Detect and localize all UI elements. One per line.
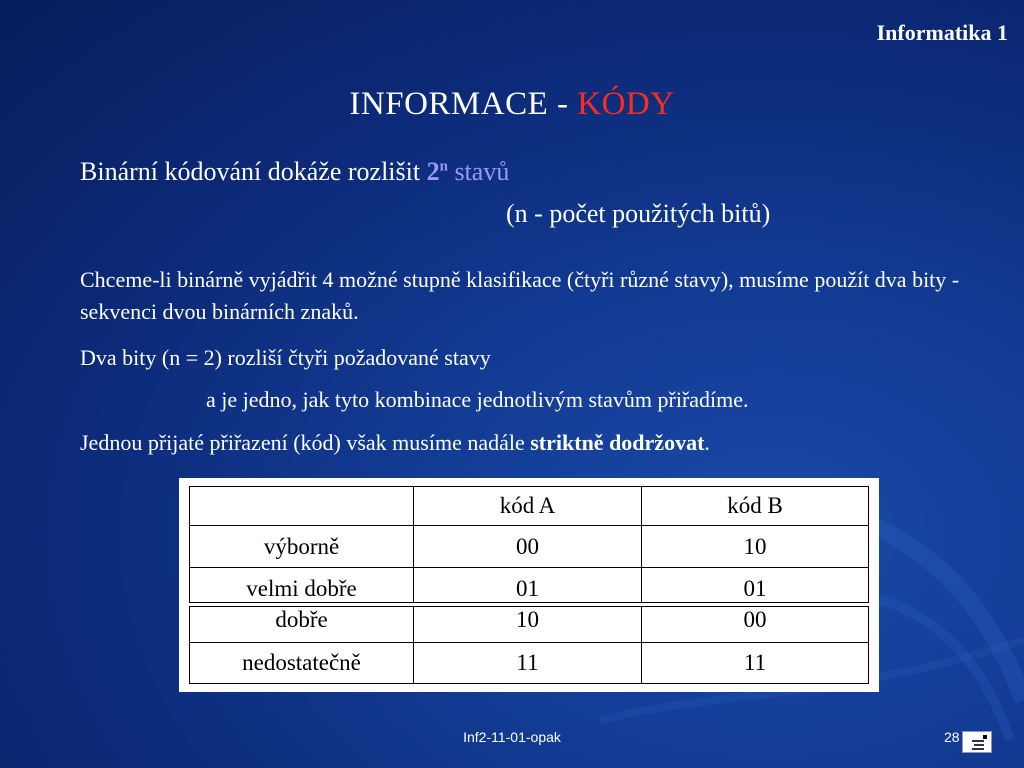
table-cell: velmi dobře <box>189 567 414 603</box>
slide-menu-icon[interactable] <box>962 731 992 753</box>
title-main: INFORMACE - <box>349 86 578 122</box>
table-row <box>189 642 869 684</box>
page-number: 28 <box>944 729 960 745</box>
table-cell: 01 <box>413 567 642 603</box>
table-cell: 01 <box>641 567 869 603</box>
menu-dot <box>983 735 987 739</box>
table-cell: 11 <box>413 642 642 684</box>
table-header-row <box>189 486 869 526</box>
paragraph-1: Chceme-li binárně vyjádřit 4 možné stupně klasifikace (čtyři různé stavy), musíme použít dva bity - sekvenci dvou binárních znaků. <box>80 267 960 324</box>
code-table <box>179 478 879 692</box>
table-cell: nedostatečně <box>189 642 414 684</box>
paragraph-3: a je jedno, jak tyto kombinace jednotlivým stavům přiřadíme. <box>206 387 749 412</box>
footer-label: Inf2-11-01-opak <box>463 729 561 745</box>
table-cell: 10 <box>641 525 869 568</box>
title-accent: KÓDY <box>577 86 675 122</box>
menu-line <box>972 740 984 742</box>
table-cell: 00 <box>641 606 869 643</box>
intro-states: stavů <box>447 157 510 186</box>
table-cell: dobře <box>189 606 414 643</box>
power-exponent: n <box>439 158 448 175</box>
code-table-grid <box>189 486 869 684</box>
power-expression <box>427 157 448 186</box>
table-cell: výborně <box>189 525 414 568</box>
power-base: 2 <box>426 157 440 186</box>
table-header-cell <box>189 486 414 526</box>
table-row <box>189 525 869 568</box>
table-row <box>189 567 869 603</box>
intro-text: Binární kódování dokáže rozlišit <box>80 157 427 186</box>
paragraph-4-bold: striktně dodržovat <box>530 430 705 455</box>
table-header-cell: kód A <box>413 486 642 526</box>
paragraph-4 <box>80 427 710 459</box>
paragraph-4-end: . <box>704 430 710 455</box>
page-title <box>0 86 1024 123</box>
menu-line <box>974 744 984 746</box>
paragraph-4-start: Jednou přijaté přiřazení (kód) však musíme nadále <box>80 430 531 455</box>
intro-note: (n - počet použitých bitů) <box>506 199 771 228</box>
table-header-cell: kód B <box>641 486 869 526</box>
table-cell: 11 <box>641 642 869 684</box>
paragraph-2: Dva bity (n = 2) rozliší čtyři požadované stavy <box>80 345 491 370</box>
menu-line <box>972 748 984 750</box>
table-cell: 00 <box>413 525 642 568</box>
table-cell: 10 <box>413 606 642 643</box>
course-label: Informatika 1 <box>876 20 1008 45</box>
table-row <box>189 606 869 643</box>
intro-line <box>80 157 509 187</box>
